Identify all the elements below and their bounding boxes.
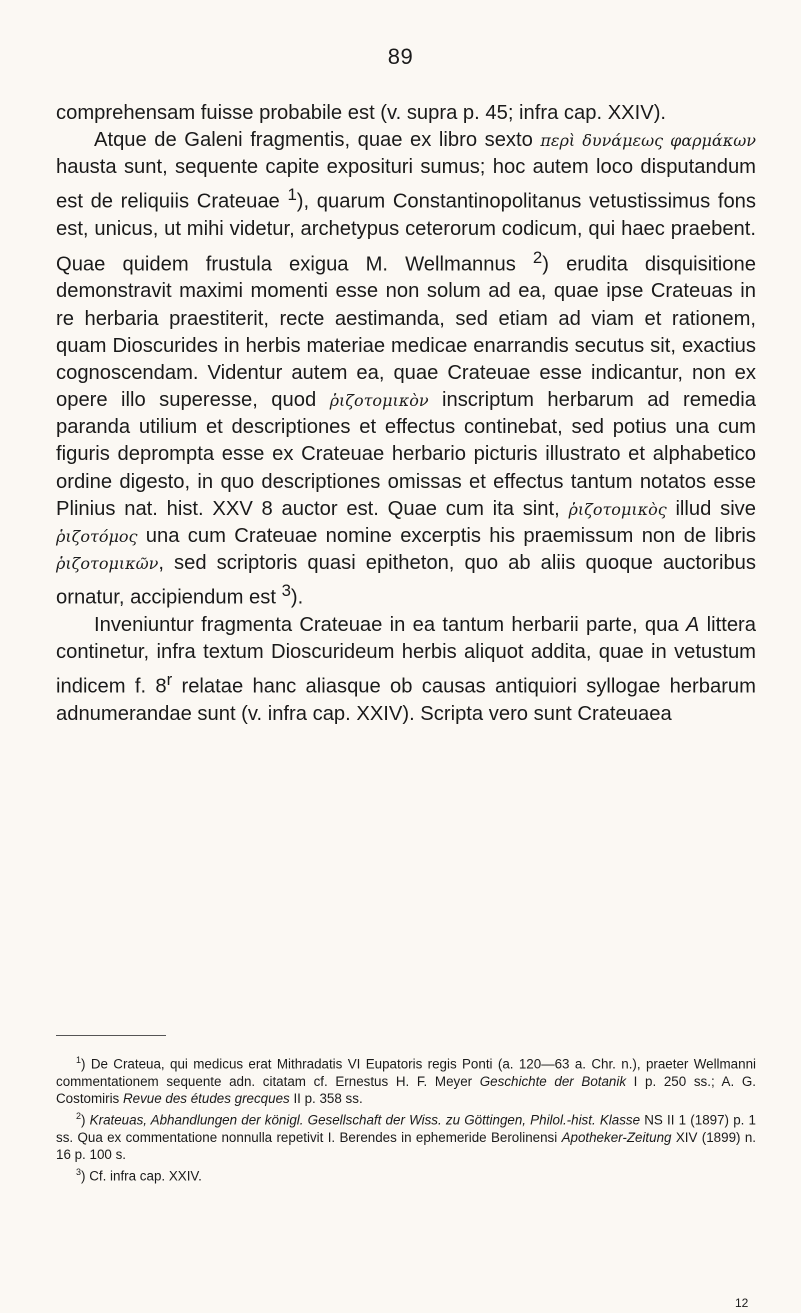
footnote-ref: 2 (532, 247, 543, 267)
italic-text: Apotheker-Zeitung (561, 1129, 672, 1145)
text-run: relatae hanc aliasque ob causas antiquiori syllogae herbarum adnumerandae sunt (v. infra cap. XXIV). Scripta vero sunt Crateuaea (56, 676, 756, 726)
text-run: ) (81, 1112, 90, 1128)
signature-mark: 12 (735, 1296, 749, 1310)
text-run: illud sive (666, 497, 756, 520)
italic-text: A (685, 614, 700, 637)
footnote (56, 1108, 756, 1164)
text-run: ) De Crateua, qui medicus erat Mithradatis VI Eupatoris regis Ponti (a. 120—63 a. Chr. n.), praeter Wellmanni commentationem sequente adn. citatam cf. Ernestus H. F. Meyer (56, 1056, 756, 1089)
footnote-ref: r (166, 670, 173, 690)
page-number: 89 (387, 44, 414, 69)
text-run: hausta sunt, sequente capite exposituri sumus; hoc autem loco disputandum est de reliquiis Crateuae (56, 156, 756, 214)
text-run: una cum Crateuae nomine excerptis his praemissum non de libris (137, 524, 756, 547)
footnote (56, 1052, 756, 1108)
text-run: ) Cf. infra cap. XXIV. (81, 1168, 202, 1184)
paragraph (56, 612, 756, 728)
text-run: inscriptum herbarum ad remedia paranda utilium et descriptiones et effectus continebat, sed potius una cum figuris deprompta esse ex Crateuae herbario picturis illustrato et alphabetico ordine digesto, in quo descriptiones omissas et effectus tantum notatos esse Plinius nat. hist. XXV 8 auctor est. Quae cum ita sint, (56, 389, 756, 520)
greek-term: ῥιζοτόμος (56, 526, 138, 546)
greek-term: ῥιζοτομικῶν (56, 553, 159, 573)
text-run: ) erudita disquisitione demonstravit maximi momenti esse non solum ad ea, quae ipse Crateuas in re herbaria praestiterit, recte aestimanda, sed etiam ad viam et rationem, quam Dioscurides in herbis materiae medicae enarrandis secutus sit, exactius cognoscendam. Videntur autem ea, quae Crateuae esse indicantur, non ex opere illo superesse, quod (56, 253, 756, 412)
text-run: XIV (1899) n. 16 p. 100 s. (56, 1129, 756, 1163)
greek-term: ῥιζοτομικὸς (568, 499, 667, 519)
footnote-ref: 2 (76, 1110, 82, 1121)
text-run: I p. 250 ss.; A. G. Costomiris (56, 1073, 756, 1107)
footnote-ref: 1 (76, 1055, 82, 1065)
text-run: , sed scriptoris quasi epitheton, quo ab aliis quoque auctoribus ornatur, accipiendum est (56, 551, 756, 609)
italic-text: Revue des études grecques (122, 1091, 290, 1107)
main-text (56, 100, 756, 728)
footnote-ref: 3 (76, 1166, 82, 1177)
text-run: Atque de Galeni fragmentis, quae ex libro sexto (94, 129, 541, 152)
text-run: comprehensam fuisse probabile est (v. supra p. 45; infra cap. XXIV). (56, 102, 667, 124)
paragraph (56, 127, 756, 612)
italic-text: Geschichte der Botanik (479, 1073, 627, 1089)
italic-text: Krateuas, Abhandlungen der königl. Gesellschaft der Wiss. zu Göttingen, Philol.-hist. Klasse (89, 1112, 641, 1128)
footnotes (56, 1052, 756, 1185)
footnote-ref: 3 (281, 581, 291, 601)
text-run: ), quarum Constantinopolitanus vetustissimus fons est, unicus, ut mihi videtur, archetypus ceterorum codicum, qui haec praebent. Quae quidem frustula exigua M. Wellmannus (56, 191, 756, 276)
footnote-separator (56, 1035, 166, 1036)
text-run: ). (290, 586, 304, 609)
greek-term: ῥιζοτομικὸν (329, 391, 429, 411)
text-run: Inveniuntur fragmenta Crateuae in ea tantum herbarii parte, qua (94, 614, 686, 637)
paragraph (56, 100, 756, 127)
text-run: littera continetur, infra textum Dioscurideum herbis aliquot addita, quae in vetustum indicem f. 8 (56, 614, 756, 699)
text-run: II p. 358 ss. (289, 1091, 363, 1107)
footnote (56, 1164, 756, 1185)
footnote-ref: 1 (287, 185, 297, 205)
text-run: NS II 1 (1897) p. 1 ss. Qua ex commentatione nonnulla repetivit I. Berendes in ephemeride Berolinensi (56, 1112, 756, 1145)
greek-term: περὶ δυνάμεως φαρμάκων (540, 131, 756, 151)
